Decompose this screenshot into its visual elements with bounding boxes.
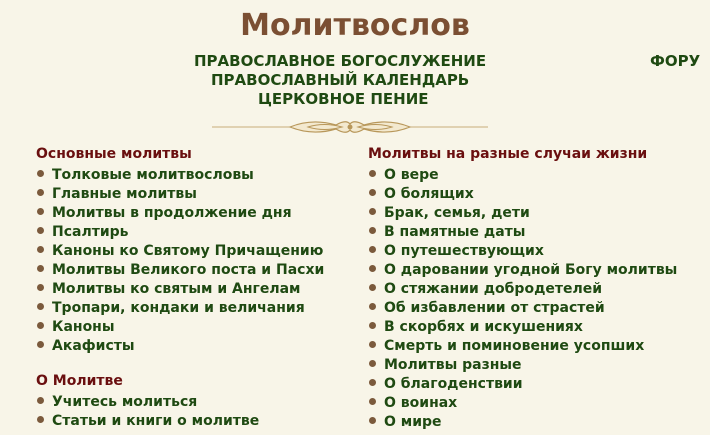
list-item [368,278,694,297]
bullet-icon [369,360,376,367]
prayer-link[interactable]: О благоденствии [384,376,523,392]
prayer-link[interactable]: Смерть и поминовение усопших [384,338,645,354]
prayer-link[interactable]: Акафисты [52,338,135,354]
site-title[interactable]: Молитвослов [240,8,470,43]
prayer-link[interactable]: О стяжании добродетелей [384,281,603,297]
section-list [36,391,356,429]
bullet-icon [369,322,376,329]
prayer-link[interactable]: Учитесь молиться [52,394,198,410]
list-item [368,297,694,316]
prayer-link[interactable]: Молитвы Великого поста и Пасхи [52,262,325,278]
prayer-link[interactable]: О болящих [384,186,474,202]
list-item [368,202,694,221]
prayer-link[interactable]: Брак, семья, дети [384,205,530,221]
prayer-link[interactable]: Толковые молитвословы [52,167,254,183]
prayer-link[interactable]: О вере [384,167,439,183]
top-navigation [0,52,701,112]
bullet-icon [369,398,376,405]
prayer-link[interactable]: О даровании угодной Богу молитвы [384,262,678,278]
list-item [36,202,356,221]
nav-link-calendar[interactable]: ПРАВОСЛАВНЫЙ КАЛЕНДАРЬ [211,71,470,89]
list-item [36,410,356,429]
list-item [368,221,694,240]
ornament-divider [212,116,488,138]
nav-link-forum[interactable]: ФОРУ [650,52,701,70]
prayer-link[interactable]: В скорбях и искушениях [384,319,583,335]
section-title[interactable]: Молитвы на разные случаи жизни [368,146,648,162]
bullet-icon [37,265,44,272]
list-item [368,316,694,335]
bullet-icon [37,189,44,196]
bullet-icon [369,341,376,348]
nav-link-worship[interactable]: ПРАВОСЛАВНОЕ БОГОСЛУЖЕНИЕ [194,52,487,70]
bullet-icon [369,227,376,234]
prayer-link[interactable]: Каноны [52,319,115,335]
bullet-icon [369,170,376,177]
bullet-icon [369,189,376,196]
bullet-icon [37,170,44,177]
list-item [36,164,356,183]
prayer-link[interactable]: Каноны ко Святому Причащению [52,243,324,259]
bullet-icon [37,322,44,329]
prayer-link[interactable]: Псалтирь [52,224,129,240]
bullet-icon [37,208,44,215]
list-item [36,391,356,410]
right-column [368,145,694,430]
bullet-icon [37,416,44,423]
section-list [36,164,356,354]
list-item [36,278,356,297]
bullet-icon [37,397,44,404]
bullet-icon [37,284,44,291]
left-column [36,145,356,429]
bullet-icon [369,246,376,253]
list-item [36,240,356,259]
prayer-link[interactable]: О путешествующих [384,243,544,259]
prayer-link[interactable]: Молитвы ко святым и Ангелам [52,281,301,297]
prayer-link[interactable]: Статьи и книги о молитве [52,413,260,429]
list-item [368,354,694,373]
prayer-link[interactable]: Молитвы разные [384,357,522,373]
bullet-icon [369,379,376,386]
bullet-icon [369,265,376,272]
bullet-icon [369,303,376,310]
bullet-icon [37,303,44,310]
prayer-link[interactable]: Главные молитвы [52,186,197,202]
list-item [36,335,356,354]
prayer-link[interactable]: В памятные даты [384,224,526,240]
list-item [368,240,694,259]
section-title[interactable]: О Молитве [36,373,123,389]
list-item [368,411,694,430]
list-item [36,259,356,278]
bullet-icon [369,208,376,215]
bullet-icon [37,341,44,348]
list-item [36,316,356,335]
bullet-icon [37,246,44,253]
prayer-link[interactable]: Молитвы в продолжение дня [52,205,292,221]
prayer-link[interactable]: Тропари, кондаки и величания [52,300,305,316]
section-spacer [36,354,356,372]
prayer-link[interactable]: О воинах [384,395,458,411]
prayer-link[interactable]: Об избавлении от страстей [384,300,605,316]
prayer-link[interactable]: О мире [384,414,442,430]
section-list [368,164,694,430]
list-item [368,392,694,411]
list-item [368,259,694,278]
bullet-icon [369,417,376,424]
bullet-icon [37,227,44,234]
list-item [36,297,356,316]
nav-link-church-singing[interactable]: ЦЕРКОВНОЕ ПЕНИЕ [258,90,429,108]
list-item [368,183,694,202]
list-item [368,335,694,354]
section-title[interactable]: Основные молитвы [36,146,192,162]
list-item [36,183,356,202]
list-item [368,373,694,392]
list-item [36,221,356,240]
bullet-icon [369,284,376,291]
list-item [368,164,694,183]
